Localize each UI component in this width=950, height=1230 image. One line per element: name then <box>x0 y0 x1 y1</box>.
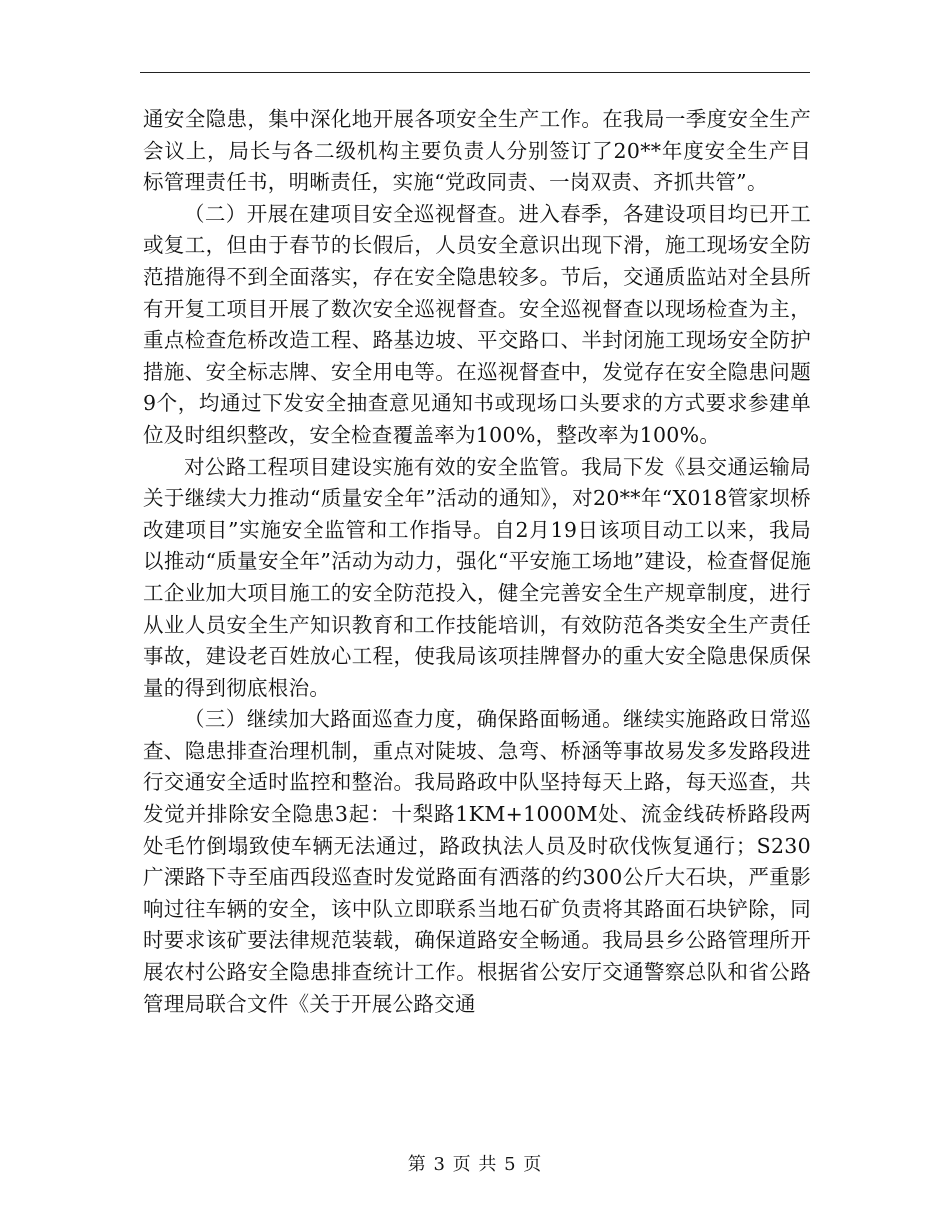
page-footer: 第 3 页 共 5 页 <box>407 1154 543 1175</box>
paragraph-highway-supervision: 对公路工程项目建设实施有效的安全监管。我局下发《县交通运输局关于继续大力推动“质量安全年”活动的通知》，对20**年“X018管家坝桥改建项目”实施安全监管和工作指导。自2月19日该项目动工以来，我局以推动“质量安全年”活动为动力，强化“平安施工场地”建设，检查督促施工企业加大项目施工的安全防范投入，健全完善安全生产规章制度，进行从业人员安全生产知识教育和工作技能培训，有效防范各类安全生产责任事故，建设老百姓放心工程，使我局该项挂牌督办的重大安全隐患保质保量的得到彻底根治。 <box>143 454 811 700</box>
document-body <box>143 104 811 1020</box>
header-rule <box>140 72 810 73</box>
paragraph-continuation: 通安全隐患，集中深化地开展各项安全生产工作。在我局一季度安全生产会议上，局长与各二级机构主要负责人分别签订了20**年度安全生产目标管理责任书，明晰责任，实施“党政同责、一岗双责、齐抓共管”。 <box>143 107 811 195</box>
paragraph-section-2: （二）开展在建项目安全巡视督查。进入春季，各建设项目均已开工或复工，但由于春节的长假后，人员安全意识出现下滑，施工现场安全防范措施得不到全面落实，存在安全隐患较多。节后，交通质监站对全县所有开复工项目开展了数次安全巡视督查。安全巡视督查以现场检查为主，重点检查危桥改造工程、路基边坡、平交路口、半封闭施工现场安全防护措施、安全标志牌、安全用电等。在巡视督查中，发觉存在安全隐患问题9个，均通过下发安全抽查意见通知书或现场口头要求的方式要求参建单位及时组织整改，安全检查覆盖率为100%，整改率为100%。 <box>143 201 811 447</box>
paragraph-section-3: （三）继续加大路面巡查力度，确保路面畅通。继续实施路政日常巡查、隐患排查治理机制，重点对陡坡、急弯、桥涵等事故易发多发路段进行交通安全适时监控和整治。我局路政中队坚持每天上路，每天巡查，共发觉并排除安全隐患3起：十梨路1KM+1000M处、流金线砖桥路段两处毛竹倒塌致使车辆无法通过，路政执法人员及时砍伐恢复通行；S230广溧路下寺至庙西段巡查时发觉路面有洒落的约300公斤大石块，严重影响过往车辆的安全，该中队立即联系当地石矿负责将其路面石块铲除，同时要求该矿要法律规范装载，确保道路安全畅通。我局县乡公路管理所开展农村公路安全隐患排查统计工作。根据省公安厅交通警察总队和省公路管理局联合文件《关于开展公路交通 <box>143 707 811 1016</box>
